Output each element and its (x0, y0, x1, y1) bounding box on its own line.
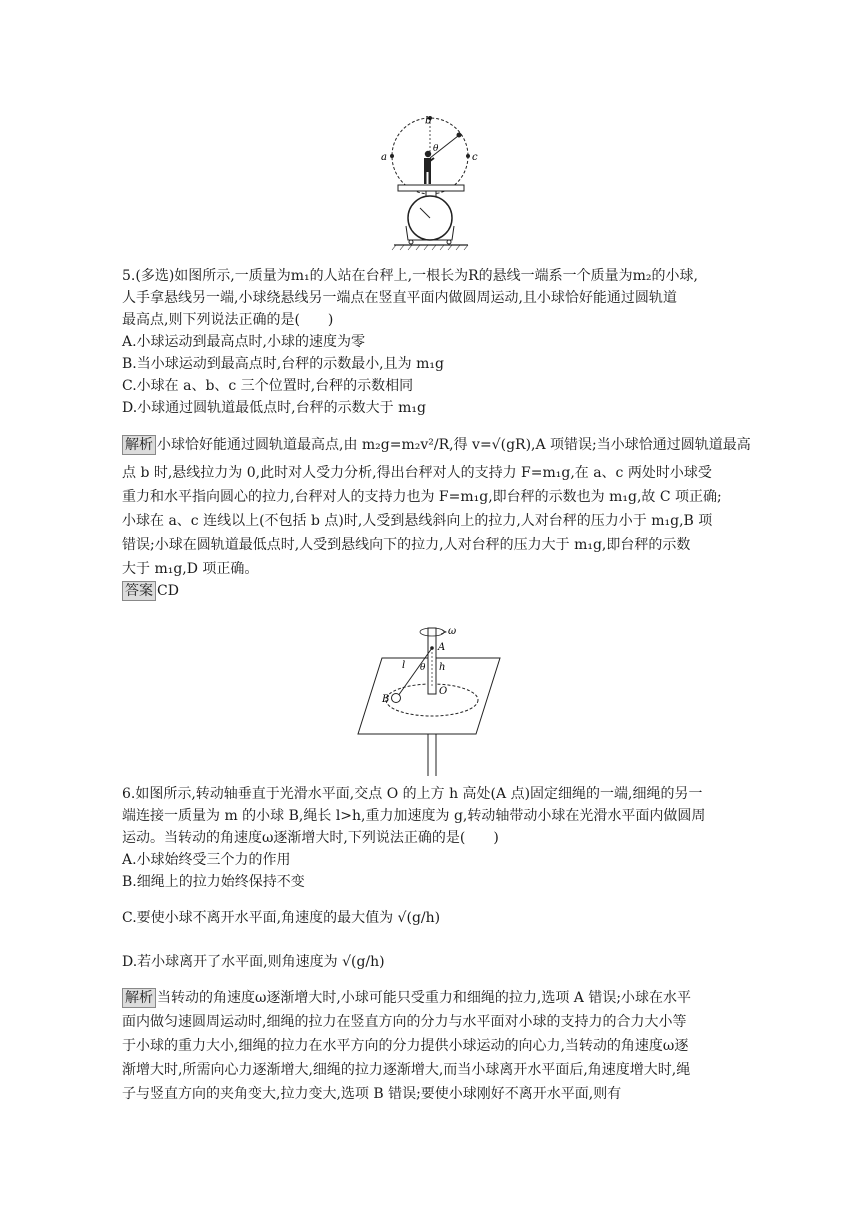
q6-option-c: C.要使小球不离开水平面,角速度的最大值为 √(g/h) (122, 910, 441, 926)
q6-analysis-line: 面内做匀速圆周运动时,细绳的拉力在竖直方向的分力与水平面对小球的支持力的合力大小等 (122, 1014, 687, 1030)
q6-stem-line: 端连接一质量为 m 的小球 B,绳长 l>h,重力加速度为 g,转动轴带动小球在光滑水平面内做圆周 (122, 808, 706, 824)
q5-option-a: A.小球运动到最高点时,小球的速度为零 (122, 334, 366, 350)
analysis-tag: 解析 (122, 435, 156, 455)
q5-analysis-text: 小球恰好能通过圆轨道最高点,由 m₂g=m₂v²/R,得 v=√(gR),A 项错误;当小球恰通过圆轨道最高 (157, 437, 751, 453)
q5-analysis-line: 点 b 时,悬线拉力为 0,此时对人受力分析,得出台秤对人的支持力 F=m₁g,在 a、c 两处时小球受 (122, 465, 712, 481)
q5-stem-line: 最高点,则下列说法正确的是( ) (122, 312, 334, 328)
q6-analysis-line: 子与竖直方向的夹角变大,拉力变大,选项 B 错误;要使小球刚好不离开水平面,则有 (122, 1086, 622, 1102)
q6-option-b: B.细绳上的拉力始终保持不变 (122, 874, 305, 890)
q5-analysis-line: 小球在 a、c 连线以上(不包括 b 点)时,人受到悬线斜向上的拉力,人对台秤的压力小于 m₁g,B 项 (122, 513, 713, 529)
label-theta: θ (433, 144, 439, 154)
label-l: l (402, 660, 406, 671)
q6-stem-line: 运动。当转动的角速度ω逐渐增大时,下列说法正确的是( ) (122, 830, 499, 846)
label-h: h (439, 662, 446, 673)
q5-analysis-line: 重力和水平指向圆心的拉力,台秤对人的支持力也为 F=m₁g,即台秤的示数也为 m₁g,故 C 项正确; (122, 489, 722, 505)
label-O: O (439, 686, 448, 697)
q5-analysis-line (122, 435, 751, 455)
label-omega: ω (448, 626, 457, 637)
q5-answer: CD (157, 583, 179, 599)
q5-option-b: B.当小球运动到最高点时,台秤的示数最小,且为 m₁g (122, 356, 444, 372)
q5-stem-line: 人手拿悬线另一端,小球绕悬线另一端点在竖直平面内做圆周运动,且小球恰好能通过圆轨道 (122, 290, 677, 306)
q5-stem-line: 5.(多选)如图所示,一质量为m₁的人站在台秤上,一根长为R的悬线一端系一个质量为m₂的小球, (122, 268, 698, 284)
q5-figure (378, 114, 482, 256)
q5-answer-line (122, 581, 179, 601)
q5-analysis-line: 错误;小球在圆轨道最低点时,人受到悬线向下的拉力,人对台秤的压力大于 m₁g,即台秤的示数 (122, 537, 691, 553)
label-a: a (381, 152, 387, 163)
label-b: b (425, 115, 432, 127)
q6-option-d: D.若小球离开了水平面,则角速度为 √(g/h) (122, 954, 385, 970)
q6-analysis-line: 于小球的重力大小,细绳的拉力在水平方向的分力提供小球运动的向心力,当转动的角速度ω逐 (122, 1038, 689, 1054)
q6-figure (352, 622, 502, 778)
answer-tag: 答案 (122, 581, 156, 601)
label-theta: θ (420, 663, 426, 673)
q5-option-c: C.小球在 a、b、c 三个位置时,台秤的示数相同 (122, 378, 414, 394)
q6-analysis-line (122, 988, 691, 1008)
label-A: A (438, 642, 446, 653)
q6-analysis-text: 当转动的角速度ω逐渐增大时,小球可能只受重力和细绳的拉力,选项 A 错误;小球在水平 (157, 990, 692, 1006)
q6-stem-line: 6.如图所示,转动轴垂直于光滑水平面,交点 O 的上方 h 高处(A 点)固定细绳的一端,细绳的另一 (122, 786, 703, 802)
q6-analysis-line: 渐增大时,所需向心力逐渐增大,细绳的拉力逐渐增大,而当小球离开水平面后,角速度增大时,绳 (122, 1062, 691, 1078)
q5-analysis-line: 大于 m₁g,D 项正确。 (122, 561, 259, 577)
analysis-tag: 解析 (122, 988, 156, 1008)
label-B: B (382, 694, 390, 705)
label-c: c (472, 152, 478, 163)
q5-option-d: D.小球通过圆轨道最低点时,台秤的示数大于 m₁g (122, 400, 426, 416)
q6-option-a: A.小球始终受三个力的作用 (122, 852, 291, 868)
